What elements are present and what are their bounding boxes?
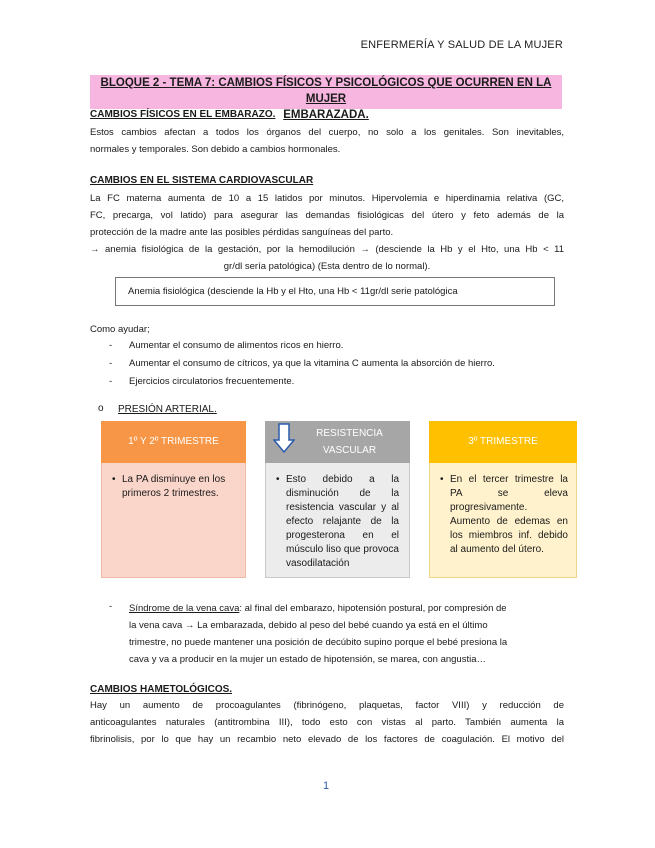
list-item-text: Aumentar el consumo de alimentos ricos en hierro.: [129, 340, 344, 351]
text-line: anticoagulantes naturales (antitrombina III), todo esto con vistas al parto. También aumenta la: [90, 717, 564, 728]
paragraph-cardiovascular: [90, 190, 564, 275]
dash-marker: -: [109, 340, 113, 351]
text-line: FC, precarga, vol latido) para asegurar las demandas fisiológicas del útero y feto además de la: [90, 210, 564, 221]
text-line: Estos cambios afectan a todos los órganos del cuerpo, no solo a los genitales. Son inevitables,: [90, 127, 564, 138]
box-body-trimestre-3: [429, 463, 577, 578]
title-line-1: BLOQUE 2 - TEMA 7: CAMBIOS FÍSICOS Y PSICOLÓGICOS QUE OCURREN EN LA MUJER: [100, 77, 552, 105]
text-line: cava y va a producir en la mujer un estado de hipotensión, se marea, con angustia…: [129, 654, 486, 665]
down-arrow-icon: [273, 423, 295, 453]
text-line: La FC materna aumenta de 10 a 15 latidos por minutos. Hipervolemia e hiperdinamia relativa (GC,: [90, 193, 564, 204]
running-header: ENFERMERÍA Y SALUD DE LA MUJER: [360, 39, 563, 51]
text-line: fibrinolisis, por lo que hay un recambio neto elevado de los factores de coagulación. El motivo del: [90, 734, 564, 745]
sindrome-term: Síndrome de la vena cava: [129, 603, 240, 614]
box-header-text: RESISTENCIA VASCULAR: [316, 428, 383, 456]
text-line: : al final del embarazo, hipotensión postural, por compresión de: [239, 603, 507, 614]
callout-box-anemia: Anemia fisiológica (desciende la Hb y el Hto, una Hb < 11gr/dl serie patológica: [115, 277, 555, 306]
box-text: • La PA disminuye en los primeros 2 trimestres.: [112, 473, 235, 501]
section-heading-cambios-fisicos: CAMBIOS FÍSICOS EN EL EMBARAZO.: [90, 109, 276, 120]
text-line: Hay un aumento de procoagulantes (fibrinógeno, plaquetas, factor VIII) y reducción de: [90, 700, 564, 711]
section-heading-cardiovascular: CAMBIOS EN EL SISTEMA CARDIOVASCULAR: [90, 175, 314, 186]
box-text: • En el tercer trimestre la PA se eleva progresivamente. Aumento de edemas en los miembros inf. debido al aumento del útero.: [440, 473, 568, 557]
text-line: trimestre, no puede mantener una posición de decúbito supino porque el bebé presiona la: [129, 637, 508, 648]
page-number: 1: [323, 780, 330, 792]
box-text: • Esto debido a la disminución de la resistencia vascular y al efecto relajante de la progesterona en el músculo liso que provoca vasodilatación: [276, 473, 399, 571]
sindrome-text: [129, 600, 507, 668]
box-header-trimestre-1-2: 1º Y 2º TRIMESTRE: [101, 421, 246, 463]
text-line: protección de la madre ante las posibles pérdidas sanguíneas del parto.: [90, 227, 394, 238]
dash-marker: -: [109, 601, 113, 612]
list-item-text: Ejercicios circulatorios frecuentemente.: [129, 376, 295, 387]
text-line: → anemia fisiológica de la gestación, por la hemodilución → (desciende la Hb y el Hto, una Hb < 11: [90, 244, 564, 255]
section-heading-presion: PRESIÓN ARTERIAL.: [118, 404, 217, 415]
box-body-trimestre-1-2: [101, 463, 246, 578]
box-header-trimestre-3: 3º TRIMESTRE: [429, 421, 577, 463]
dash-marker: -: [109, 376, 113, 387]
box-body-resistencia: [265, 463, 410, 578]
paragraph-cambios-fisicos: [90, 124, 564, 158]
list-item-text: Aumentar el consumo de cítricos, ya que la vitamina C aumenta la absorción de hierro.: [129, 358, 495, 369]
label-como-ayudar: Como ayudar;: [90, 324, 150, 335]
section-heading-hematologicos: CAMBIOS HAMETOLÓGICOS.: [90, 684, 233, 695]
sindrome-item: [109, 600, 569, 670]
paragraph-hematologicos: [90, 697, 564, 748]
title-line-2: EMBARAZADA.: [283, 109, 369, 121]
text-line: gr/dl sería patológica) (Esta dentro de lo normal).: [223, 261, 431, 272]
dash-marker: -: [109, 358, 113, 369]
text-line: la vena cava → La embarazada, debido al peso del bebé cuando ya está en el último: [129, 620, 488, 631]
help-list: [109, 340, 559, 395]
bullet-circle: o: [98, 403, 104, 414]
text-line: normales y temporales. Son debido a cambios hormonales.: [90, 144, 341, 155]
